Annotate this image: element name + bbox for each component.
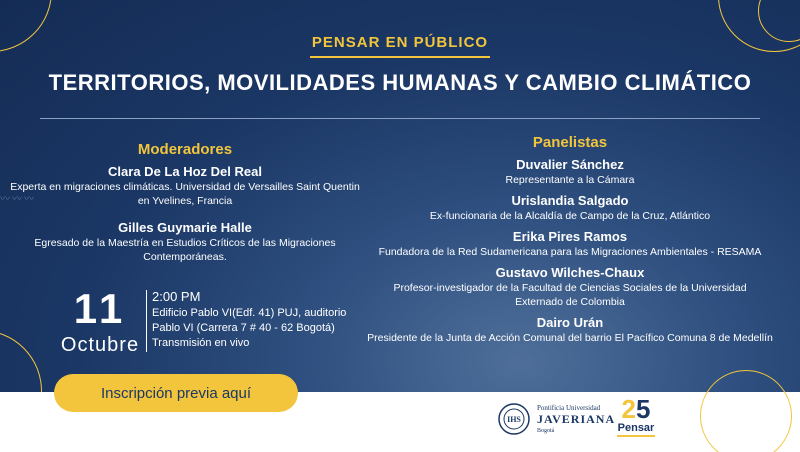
panelist-desc: Presidente de la Junta de Acción Comunal del barrio El Pacífico Comuna 8 de Medellín: [367, 332, 773, 344]
panelist-name: Erika Pires Ramos: [512, 229, 628, 244]
panelist-desc: Representante a la Cámara: [505, 174, 635, 186]
pensar-digit: 2: [621, 394, 636, 424]
event-time: 2:00 PM: [152, 289, 201, 304]
moderators-column: [10, 141, 360, 264]
javeriana-city: Bogotá: [537, 427, 555, 434]
svg-text:IHS: IHS: [507, 415, 521, 424]
moderator-name: Gilles Guymarie Halle: [118, 220, 252, 235]
venue-line: Pablo VI (Carrera 7 # 40 - 62 Bogotá): [152, 322, 335, 334]
javeriana-seal-icon: [497, 402, 531, 436]
pensar-word: Pensar: [617, 422, 655, 434]
panelists-column: [340, 134, 800, 345]
moderator-desc: Experta en migraciones climáticas. Universidad de Versailles Saint Quentin en Yvelines, Francia: [10, 181, 360, 207]
gold-underline: [310, 56, 490, 58]
panelist-desc: Ex-funcionaria de la Alcaldía de Campo de la Cruz, Atlántico: [429, 210, 711, 222]
event-date: [45, 285, 155, 357]
javeriana-name: JAVERIANA: [537, 411, 616, 426]
panelist-name: Dairo Urán: [536, 315, 604, 330]
event-title: TERRITORIOS, MOVILIDADES HUMANAS Y CAMBIO CLIMÁTICO: [48, 70, 752, 95]
registration-button[interactable]: Inscripción previa aquí: [54, 374, 298, 412]
decorative-arc: [700, 370, 792, 452]
pensar-number: [617, 396, 655, 422]
wave-ornament: 〰〰〰: [0, 194, 36, 205]
stream-info: Transmisión en vivo: [152, 337, 250, 349]
series-label: PENSAR EN PÚBLICO: [311, 34, 489, 51]
panelist-desc: Profesor-investigador de la Facultad de Ciencias Sociales de la Universidad Externado de Colombia: [393, 282, 747, 308]
event-day: 11: [73, 285, 127, 332]
moderator-desc: Egresado de la Maestría en Estudios Críticos de las Migraciones Contemporáneas.: [34, 237, 336, 263]
pensar-25-logo[interactable]: [617, 396, 655, 437]
panelist-name: Urislandia Salgado: [511, 193, 629, 208]
panelist-name: Duvalier Sánchez: [516, 157, 624, 172]
date-separator: [146, 290, 147, 352]
divider: [40, 118, 760, 119]
event-month: Octubre: [60, 334, 140, 356]
moderators-heading: Moderadores: [137, 141, 233, 158]
javeriana-logo[interactable]: [497, 402, 615, 436]
pensar-underline: [617, 435, 655, 437]
venue-line: Edificio Pablo VI(Edf. 41) PUJ, auditorio: [152, 307, 347, 319]
moderator-name: Clara De La Hoz Del Real: [108, 164, 262, 179]
panelist-name: Gustavo Wilches-Chaux: [495, 265, 645, 280]
panelists-heading: Panelistas: [532, 134, 608, 151]
pensar-digit: 5: [636, 394, 651, 424]
javeriana-wordmark: [537, 403, 615, 436]
event-info: [152, 288, 346, 351]
panelist-desc: Fundadora de la Red Sudamericana para las Migraciones Ambientales - RESAMA: [378, 246, 762, 258]
javeriana-line: Pontificia Universidad: [537, 403, 601, 412]
